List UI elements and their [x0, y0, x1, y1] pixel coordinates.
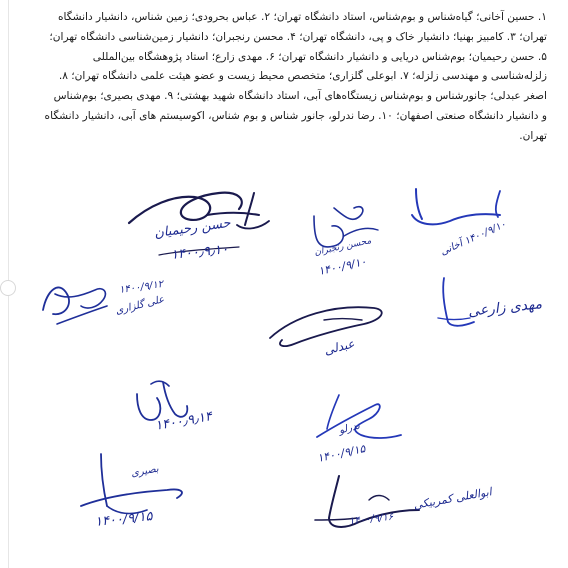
signature-akhani: [119, 185, 289, 280]
signature-name-text: بصیری: [130, 463, 160, 480]
signature-date: ۱۴۰۰/۹/۱۰: [317, 255, 368, 278]
signature-abdoli: [264, 296, 394, 366]
paragraph-line: تهران؛ ۳. کامبیز بهنیا؛ دانشیار خاک و پی، دانشگاه تهران؛ ۴. محسن رنجبران؛ دانشیار زمین‌شناسی دانشگاه تهران؛: [49, 30, 547, 43]
signature-date: ۱۴۰۰/۹/۱۶: [348, 511, 394, 528]
signature-name-text: علی گلزاری: [114, 294, 166, 317]
signature-nadarlou: [309, 385, 419, 475]
signature-basiri: [77, 448, 207, 538]
signature-name-text: محسن رنجبران: [313, 236, 373, 258]
carousel-edge-handle: [0, 280, 16, 296]
paragraph-line: اصغر عبدلی؛ جانورشناس و بوم‌شناس زیستگاه‌های آبی، استاد دانشگاه شهید بهشتی؛ ۹. مهدی بصیری؛ بوم‌شناس: [53, 90, 547, 103]
signature-bahroudi: [309, 470, 529, 550]
signature-top-right: [404, 185, 514, 265]
signature-date: ۱۴۰۰/۹/۱۵: [316, 442, 367, 465]
signature-name-text: مهدی زارعی: [467, 296, 543, 320]
paragraph-line: ۱. حسین آخانی؛ گیاه‌شناس و بوم‌شناس، استاد دانشگاه تهران؛ ۲. عباس بحرودی؛ زمین شناس، دانشیار دانشگاه: [58, 11, 547, 23]
signature-ranjbaran: [304, 196, 404, 286]
signature-name-text: حسن رحیمیان: [153, 215, 232, 242]
signature-name-text: ندرلو: [337, 420, 362, 437]
paragraph-line: زلزله‌شناسی و مهندسی زلزله؛ ۷. ابوعلی گلزاری؛ متخصص محیط زیست و عضو هیئت علمی دانشگاه تهران؛ ۸.: [58, 70, 547, 83]
signature-date: ۱۴۰۰٫۹٫۱۰: [170, 242, 229, 263]
signature-date: ۱۴۰۰/۹/۱۲: [118, 278, 164, 297]
signature-date: ۱۴۰۰/۹/۱۰ آخانی: [438, 219, 508, 258]
paragraph-line: و دانشیار دانشگاه صنعتی اصفهان؛ ۱۰. رضا ندرلو، جانور شناس و بوم شناس، اکوسیستم های آبی، دانشیار دانشگاه: [44, 109, 547, 122]
signatories-paragraph: [33, 8, 547, 147]
signature-behnia: [127, 370, 227, 450]
signature-golzari: [37, 270, 166, 340]
paragraph-line: ۵. حسن رحیمیان؛ بوم‌شناس دریایی و دانشیار دانشگاه تهران؛ ۶. مهدی زارع؛ استاد پژوهشگاه بین‌المللی: [92, 50, 547, 63]
signature-name-text: ابوالعلی کمربیکی: [412, 485, 493, 512]
signature-zare: [434, 270, 543, 340]
document-page: [8, 0, 561, 568]
signature-name-text: عبدلی: [322, 336, 356, 358]
signature-date: ۱۴۰۰/۹/۱۵: [94, 509, 154, 530]
signature-date: ۱۴۰۰٫۹٫۱۴: [154, 409, 214, 434]
paragraph-line: تهران.: [519, 129, 547, 142]
